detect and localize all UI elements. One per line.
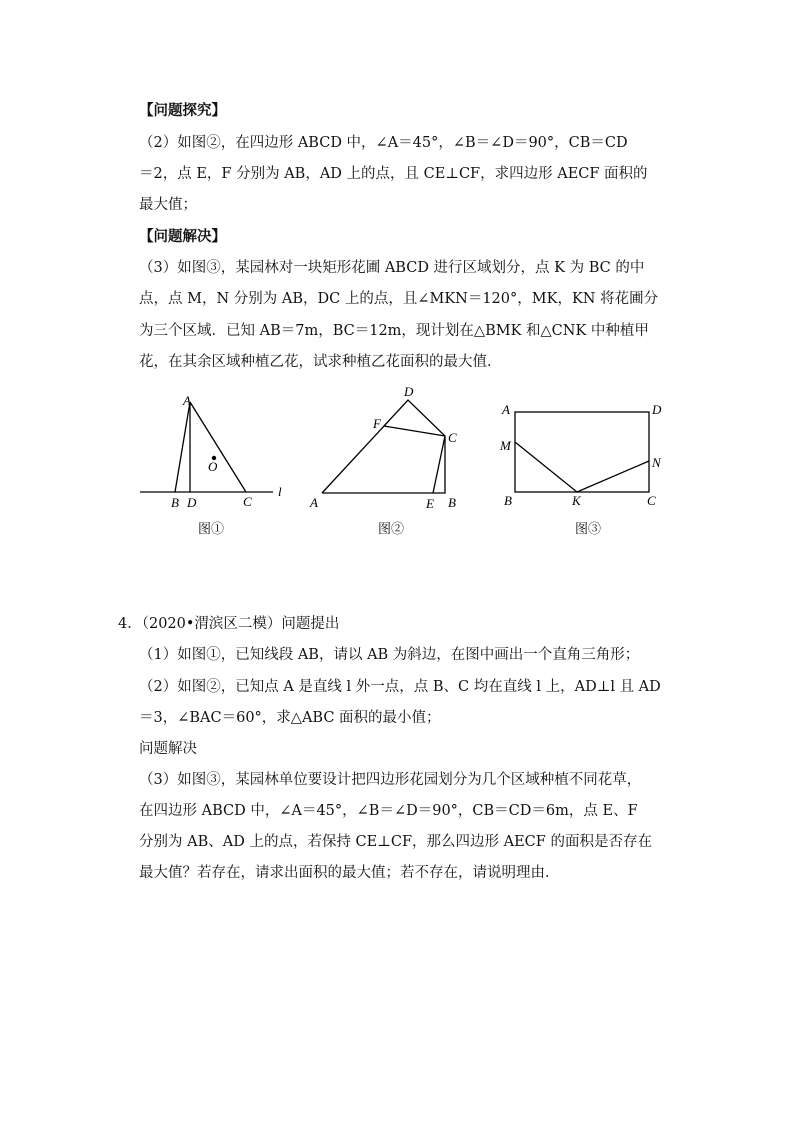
label-C: C	[243, 494, 252, 509]
heading-problem-explore: 【问题探究】	[139, 102, 226, 119]
label-O: O	[208, 459, 218, 474]
label-K: K	[572, 493, 581, 508]
label-D: D	[187, 495, 197, 510]
label-N: N	[652, 455, 661, 470]
segment-AC	[190, 402, 246, 492]
figure-3-caption: 图③	[575, 522, 602, 537]
figure-1-diagram	[130, 385, 300, 515]
q4-part3-line1: （3）如图③，某园林单位要设计把四边形花园划分为几个区域种植不同花草，	[139, 772, 642, 788]
label-A: A	[310, 495, 318, 510]
label-B: B	[448, 495, 456, 510]
q3-part2-line2: ＝2，点 E，F 分别为 AB，AD 上的点，且 CE⊥CF，求四边形 AECF 面积的	[139, 166, 648, 182]
q3-part3-line3: 为三个区域．已知 AB＝7m，BC＝12m，现计划在△BMK 和△CNK 中种植甲	[139, 323, 649, 339]
label-A: A	[502, 402, 510, 417]
segments-MK-KN	[515, 442, 649, 492]
rectangle-ABCD	[515, 412, 649, 492]
q3-part2-line1: （2）如图②，在四边形 ABCD 中，∠A＝45°，∠B＝∠D＝90°，CB＝CD	[139, 135, 628, 151]
label-D: D	[404, 384, 414, 399]
q4-part2-line1: （2）如图②，已知点 A 是直线 l 外一点，点 B、C 均在直线 l 上，AD⊥l 且 AD	[139, 679, 661, 695]
label-D: D	[652, 402, 662, 417]
q3-part3-line2: 点，点 M，N 分别为 AB，DC 上的点，且∠MKN＝120°，MK，KN 将花圃分	[139, 291, 659, 307]
q4-title: 4．（2020•渭滨区二模）问题提出	[118, 616, 340, 632]
label-C: C	[448, 430, 457, 445]
q3-part3-line4: 花，在其余区域种植乙花，试求种植乙花面积的最大值．	[139, 354, 502, 370]
figure-3-diagram	[495, 398, 675, 516]
label-E: E	[426, 496, 434, 511]
segment-CE	[433, 436, 445, 493]
q4-heading-solve: 问题解决	[139, 741, 197, 757]
figure-1-caption: 图①	[198, 522, 225, 537]
label-F: F	[373, 416, 381, 431]
label-M: M	[500, 438, 511, 453]
heading-problem-solve: 【问题解决】	[139, 228, 226, 245]
q4-part3-line4: 最大值？若存在，请求出面积的最大值；若不存在，请说明理由．	[139, 865, 560, 881]
figure-2-caption: 图②	[378, 522, 405, 537]
quadrilateral-ABCD	[322, 400, 445, 493]
q4-part1: （1）如图①，已知线段 AB，请以 AB 为斜边，在图中画出一个直角三角形；	[139, 647, 640, 663]
figure-2-diagram	[305, 378, 475, 518]
label-C: C	[647, 493, 656, 508]
q4-part3-line2: 在四边形 ABCD 中，∠A＝45°，∠B＝∠D＝90°，CB＝CD＝6m，点 E、F	[139, 803, 638, 819]
label-l: l	[278, 484, 282, 499]
label-A: A	[183, 393, 191, 408]
q4-part2-line2: ＝3，∠BAC＝60°，求△ABC 面积的最小值；	[139, 710, 441, 726]
segment-AB	[175, 402, 190, 492]
label-B: B	[171, 495, 179, 510]
label-B: B	[504, 493, 512, 508]
q4-part3-line3: 分别为 AB、AD 上的点，若保持 CE⊥CF，那么四边形 AECF 的面积是否存在	[139, 834, 652, 850]
q3-part3-line1: （3）如图③，某园林对一块矩形花圃 ABCD 进行区域划分，点 K 为 BC 的中	[139, 260, 645, 276]
q3-part2-line3: 最大值；	[139, 197, 197, 213]
